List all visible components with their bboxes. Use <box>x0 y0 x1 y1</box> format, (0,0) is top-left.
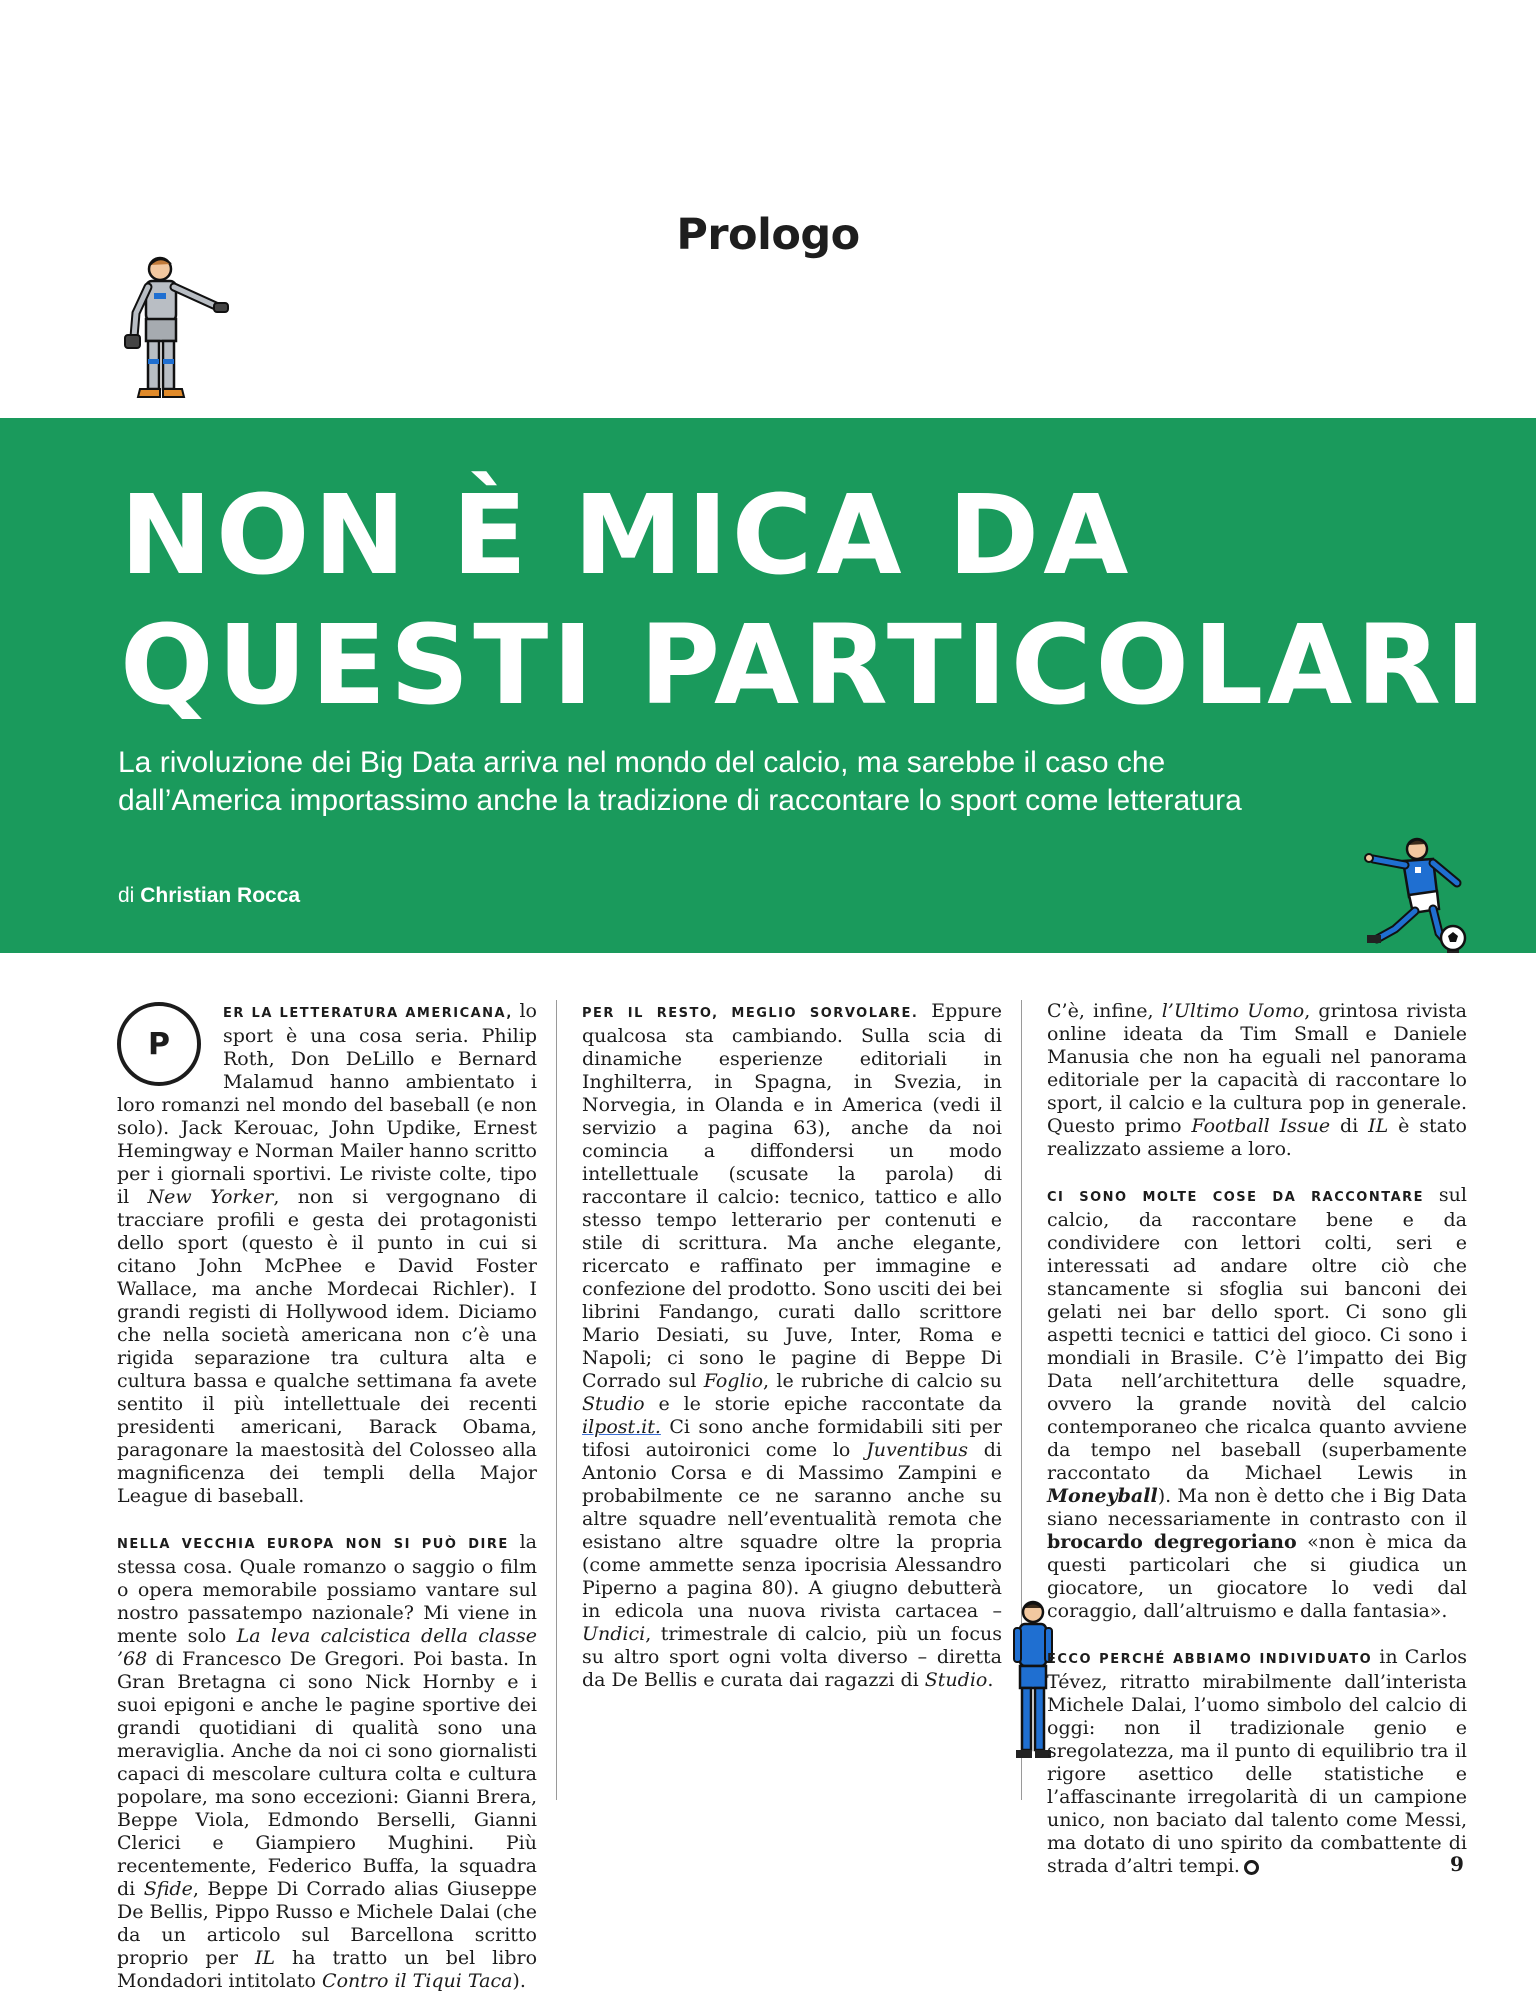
emphasis: brocardo degregoriano <box>1047 1531 1297 1553</box>
paragraph <box>1047 1184 1467 1623</box>
standfirst <box>118 744 1418 820</box>
paragraph <box>1047 1646 1467 1878</box>
paragraph-text: . <box>987 1669 994 1691</box>
work-title: Contro il Tiqui Taca <box>322 1970 513 1992</box>
book-title: Moneyball <box>1047 1485 1158 1507</box>
paragraph <box>117 1000 537 1508</box>
paragraph-text: la stessa cosa. Quale romanzo o saggio o film o opera memorabile possiamo vantare sul nostro passatempo nazionale? Mi viene in mente solo <box>117 1531 537 1647</box>
paragraph-text: e le storie epiche raccontate da <box>644 1393 1002 1415</box>
paragraph-text: , grintosa rivista online ideata da Tim Small e Daniele Manusia che non ha eguali nel panorama editoriale per la capacità di raccontare lo sport, il calcio e la cultura pop in generale. Questo primo <box>1047 1000 1467 1137</box>
paragraph-text: Ci sono anche formidabili siti per tifosi autoironici come lo <box>582 1416 1002 1461</box>
page-number: 9 <box>1450 1852 1464 1876</box>
column-rule <box>556 1000 557 1800</box>
headline-line-2: QUESTI PARTICOLARI <box>120 601 1490 729</box>
paragraph-text: di Antonio Corsa e di Massimo Zampini e probabilmente ce ne saranno anche su altre squadre nell’eventualità remota che esistano altre squadre oltre la propria (come ammette senza ipocrisia Alessandro Piperno a pagina 80). A giugno debutterà in edicola una nuova rivista cartacea – <box>582 1439 1003 1622</box>
goalkeeper-illustration <box>110 255 235 425</box>
standfirst-line-1: La rivoluzione dei Big Data arriva nel mondo del calcio, ma sarebbe il caso che <box>118 746 1166 779</box>
end-mark-icon <box>1244 1860 1259 1875</box>
publication-title: Football Issue <box>1191 1115 1331 1137</box>
publication-title: Studio <box>924 1669 988 1691</box>
section-label: Prologo <box>676 210 860 260</box>
paragraph <box>1047 1000 1467 1161</box>
paragraph-lead-in: ECCO PERCHÉ ABBIAMO INDIVIDUATO <box>1047 1652 1373 1667</box>
paragraph-text: ). <box>512 1970 526 1992</box>
byline <box>118 884 300 908</box>
paragraph-lead-in: ER LA LETTERATURA AMERICANA, <box>223 1006 513 1021</box>
paragraph-text: C’è, infine, <box>1047 1000 1162 1022</box>
drop-cap: P <box>117 1002 201 1086</box>
paragraph-text: in Carlos Tévez, ritratto mirabilmente dall’interista Michele Dalai, l’uomo simbolo del calcio di oggi: non il tradizionale genio e sregolatezza, ma il punto di equilibrio tra il rigore asettico delle statistiche e l’affascinante irregolarità di un campione unico, non baciato dal talento come Messi, ma dotato di uno spirito da combattente di strada d’altri tempi. <box>1047 1646 1468 1877</box>
paragraph-text: è stato realizzato assieme a loro. <box>1047 1115 1467 1160</box>
headline <box>120 470 1490 730</box>
article-column-3 <box>1047 1000 1467 1901</box>
publication-title: Undici <box>582 1623 646 1645</box>
publication-title: Foglio <box>703 1370 764 1392</box>
paragraph-lead-in: PER IL RESTO, MEGLIO SORVOLARE. <box>582 1006 919 1021</box>
paragraph-text: lo sport è una cosa seria. Philip Roth, Don DeLillo e Bernard Malamud hanno ambientato i loro romanzi nel mondo del baseball (e non solo). Jack Kerouac, John Updike, Ernest Hemingway e Norman Mailer hanno scritto per i giornali sportivi. Le riviste colte, tipo il <box>117 1000 537 1208</box>
paragraph-text: , trimestrale di calcio, più un focus su altro sport ogni volta diverso – diretta da De Bellis e curata dai ragazzi di <box>582 1623 1002 1691</box>
author-name: Christian Rocca <box>140 884 301 907</box>
paragraph-text: sul calcio, da raccontare bene e da condividere con lettori colti, seri e interessati ad andare oltre ciò che stancamente si sfoglia sui banconi dei gelati nei bar dello sport. Ci sono gli aspetti tecnici e tattici del gioco. Ci sono i mondiali in Brasile. C’è l’impatto dei Big Data nell’architettura delle squadre, ovvero la grande novità del calcio contemporaneo che ricalca quanto avviene da tempo nel baseball (superbamente raccontato da Michael Lewis in <box>1047 1184 1467 1484</box>
publication-title: IL <box>254 1947 276 1969</box>
byline-prefix: di <box>118 884 135 907</box>
publication-title: l’Ultimo Uomo <box>1161 1000 1305 1022</box>
paragraph-text: , le rubriche di calcio su <box>763 1370 1003 1392</box>
publication-title: Studio <box>582 1393 645 1415</box>
paragraph-text: di <box>1330 1115 1369 1137</box>
ilpost-link[interactable]: ilpost.it. <box>582 1416 661 1438</box>
article-column-2 <box>582 1000 1002 1715</box>
paragraph-text: ). Ma non è detto che i Big Data siano necessariamente in contrasto con il <box>1047 1485 1467 1530</box>
paragraph-text: ha tratto un bel libro Mondadori intitolato <box>117 1947 538 1992</box>
standfirst-line-2: dall’America importassimo anche la tradizione di raccontare lo sport come letteratura <box>118 784 1242 817</box>
paragraph-text: Eppure qualcosa sta cambiando. Sulla scia di dinamiche esperienze editoriali in Inghilterra, in Spagna, in Svezia, in Norvegia, in Olanda e in America (vedi il servizio a pagina 63), anche da noi comincia a diffondersi un modo intellettuale (scusate la parola) di raccontare il calcio: tecnico, tattico e allo stesso tempo letterario per contenuti e stile di scrittura. Ma anche elegante, ricercato e raffinato per immagine e confezione del prodotto. Sono usciti dei bei librini Fandango, curati dallo scrittore Mario Desiati, su Juve, Inter, Roma e Napoli; ci sono le pagine di Beppe Di Corrado sul <box>582 1000 1002 1392</box>
work-title: Sfide <box>143 1878 193 1900</box>
publication-title: IL <box>1368 1115 1389 1137</box>
publication-title: Juventibus <box>866 1439 969 1461</box>
paragraph <box>117 1531 537 1993</box>
paragraph-lead-in: CI SONO MOLTE COSE DA RACCONTARE <box>1047 1190 1425 1205</box>
paragraph-lead-in: NELLA VECCHIA EUROPA NON SI PUÒ DIRE <box>117 1537 509 1552</box>
work-title: La leva calcistica della classe ’68 <box>117 1625 537 1670</box>
paragraph-text: di Francesco De Gregori. Poi basta. In Gran Bretagna ci sono Nick Hornby e i suoi epigoni e anche le pagine sportive dei grandi quotidiani di qualità sono una meraviglia. Anche da noi ci sono giornalisti capaci di mescolare cultura colta e cultura popolare, ma sono eccezioni: Gianni Brera, Beppe Viola, Edmondo Berselli, Gianni Clerici e Giampiero Mughini. Più recentemente, Federico Buffa, la squadra di <box>117 1648 537 1900</box>
publication-title: New Yorker <box>147 1186 274 1208</box>
headline-line-1: NON È MICA DA <box>120 471 1133 599</box>
paragraph <box>582 1000 1002 1692</box>
football-icon <box>1439 924 1467 952</box>
paragraph-text: , Beppe Di Corrado alias Giuseppe De Bellis, Pippo Russo e Michele Dalai (che da un articolo sul Barcellona scritto proprio per <box>117 1878 537 1969</box>
paragraph-text: , non si vergognano di tracciare profili e gesta dei protagonisti dello sport (questo è il punto in cui si citano John McPhee e David Foster Wallace, ma anche Mordecai Richler). I grandi registi di Hollywood idem. Diciamo che nella società americana non c’è una rigida separazione tra cultura alta e cultura bassa e qualche settimana fa avete sentito il più intellettuale dei recenti presidenti americani, Barack Obama, paragonare la maestosità del Colosseo alla magnificenza dei templi della Major League di baseball. <box>117 1186 537 1507</box>
article-column-1 <box>117 1000 537 2016</box>
paragraph-text: «non è mica da questi particolari che si giudica un giocatore, un giocatore lo vedi dal coraggio, dall’altruismo e dalla fantasia». <box>1047 1531 1467 1622</box>
